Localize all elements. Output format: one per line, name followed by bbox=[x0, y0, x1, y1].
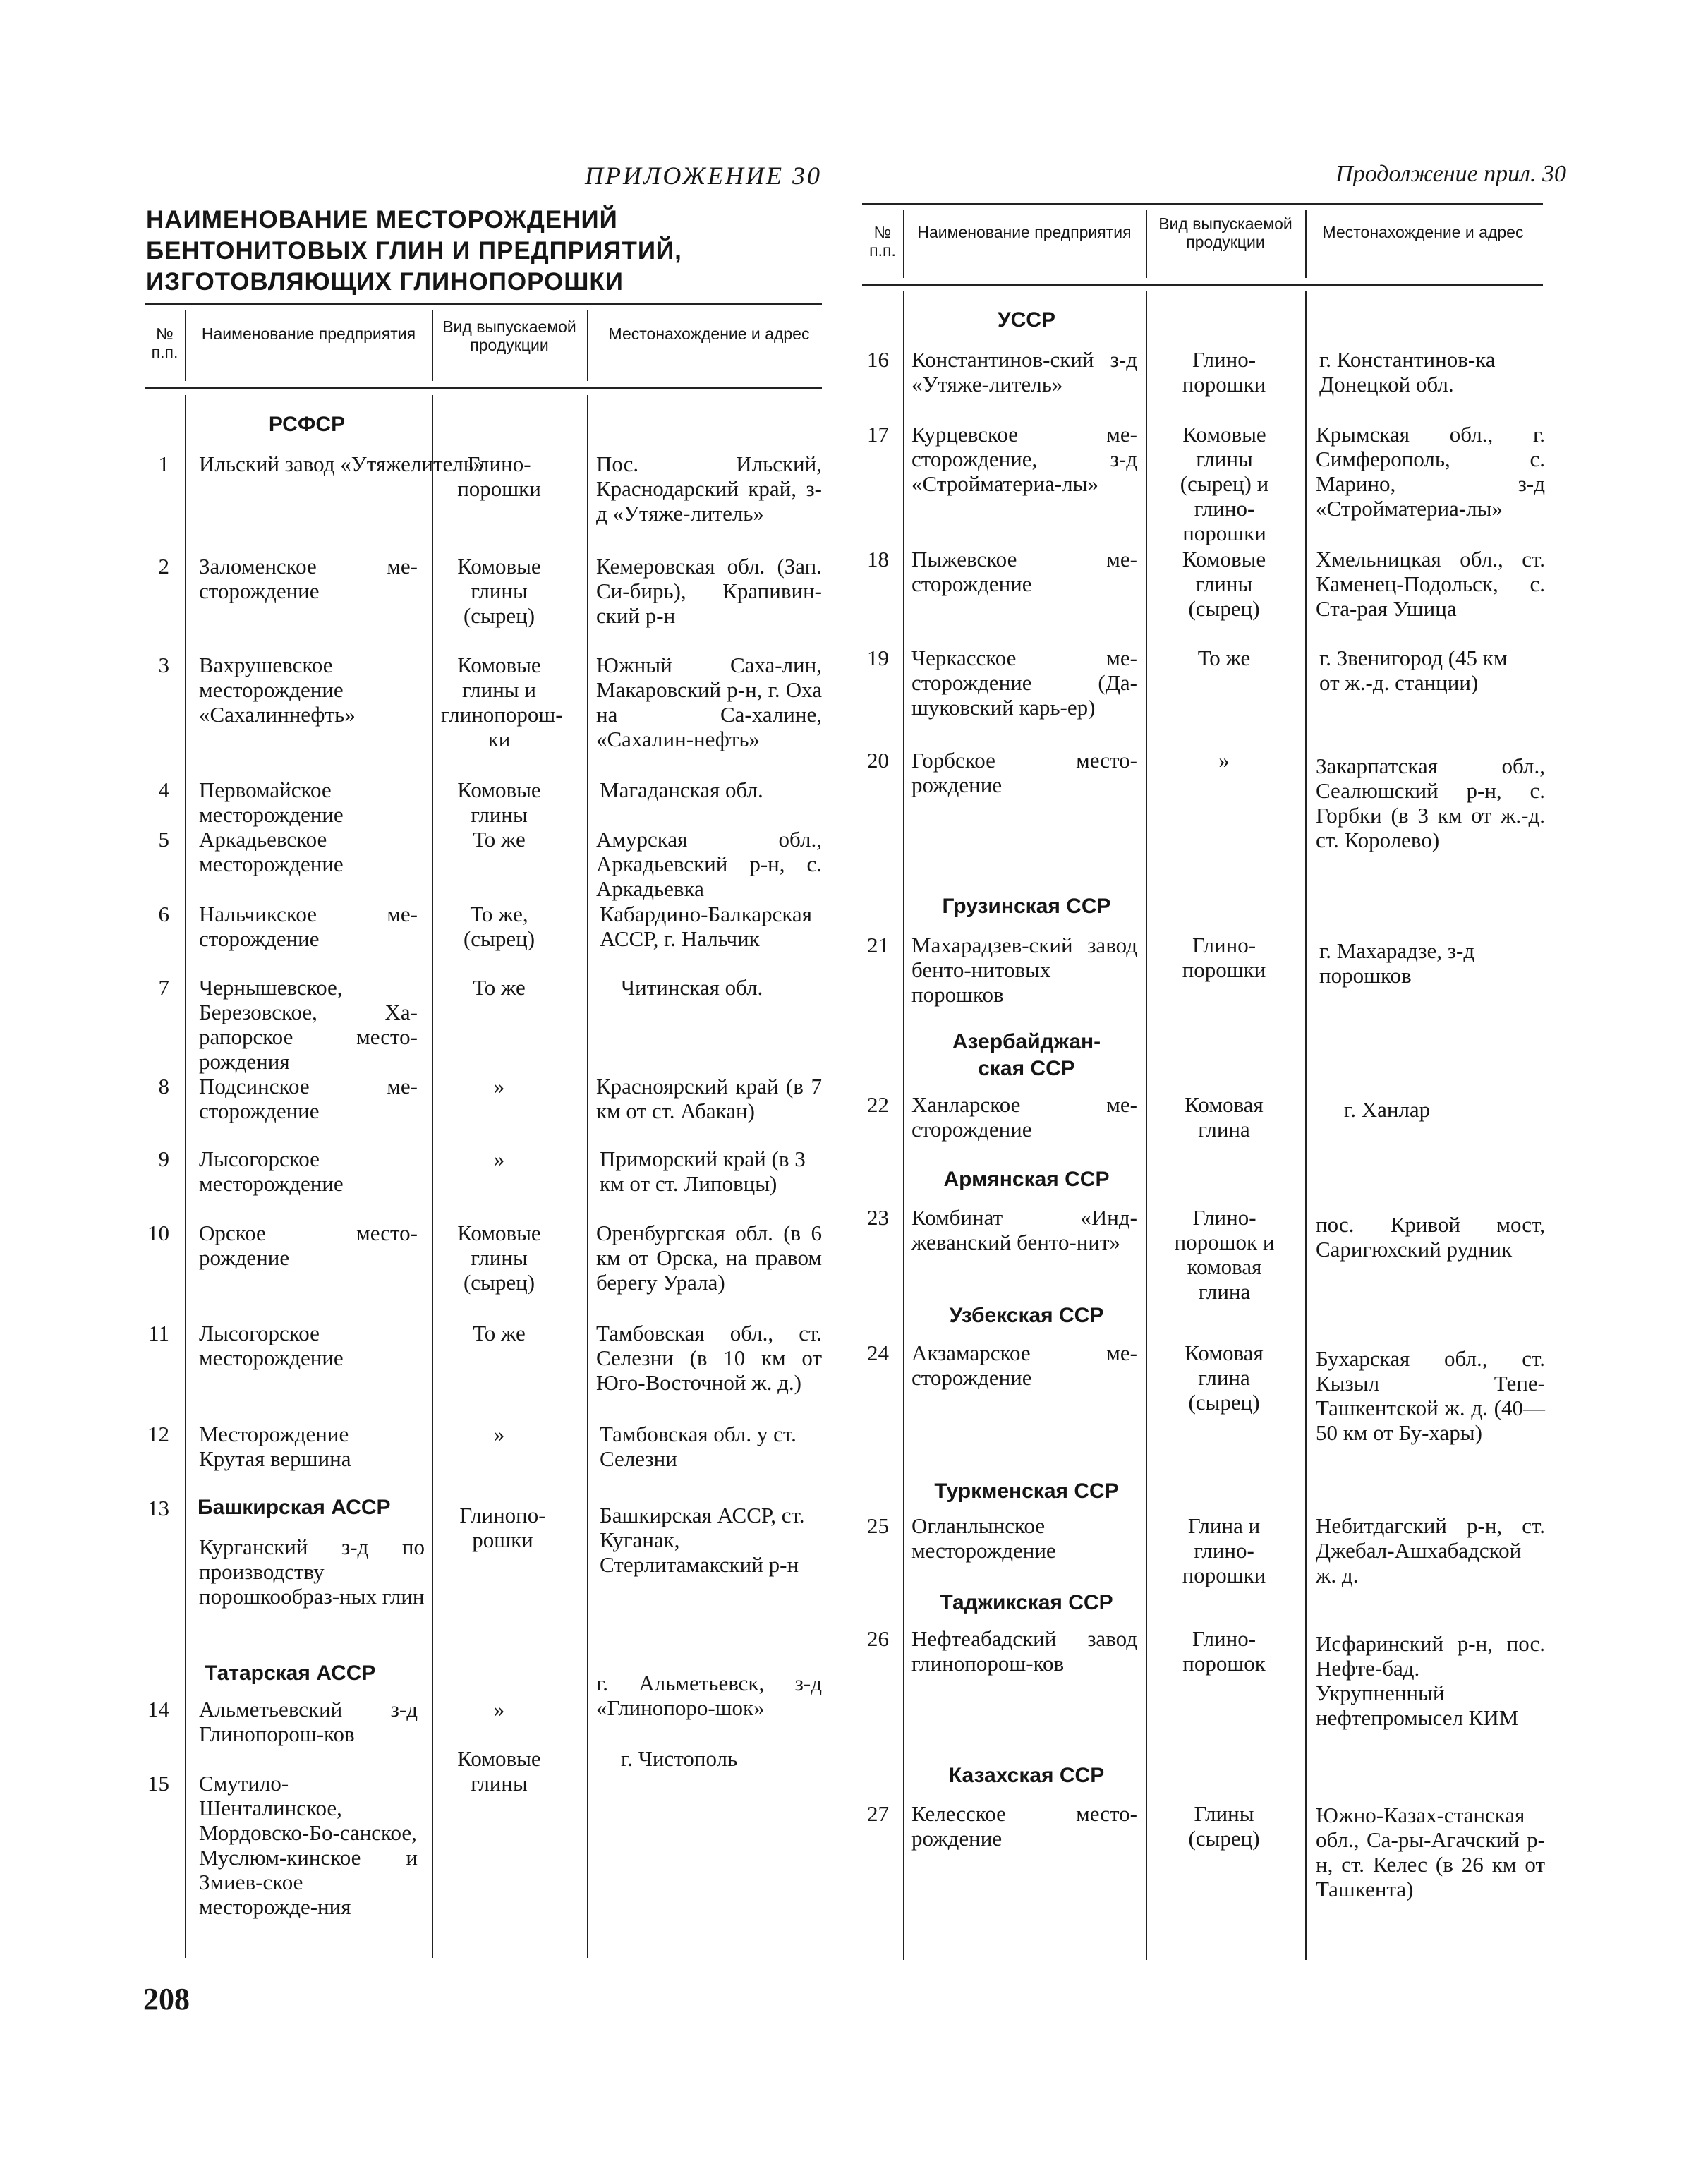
row-number: 11 bbox=[148, 1321, 169, 1345]
row-number: 1 bbox=[158, 452, 169, 476]
row-product: То же bbox=[473, 1321, 526, 1345]
column-divider bbox=[185, 395, 186, 1958]
region-heading: Туркменская ССР bbox=[934, 1480, 1119, 1503]
row-number: 2 bbox=[158, 554, 169, 579]
row-product: » bbox=[493, 1422, 505, 1446]
document-title bbox=[146, 205, 844, 298]
row-number: 8 bbox=[158, 1074, 169, 1099]
row-name: Махарадзев-ский завод бенто-нитовых порошков bbox=[911, 933, 1137, 1007]
row-number: 26 bbox=[867, 1626, 889, 1651]
row-name: Лысогорское месторождение bbox=[199, 1321, 344, 1370]
row-product: Глины (сырец) bbox=[1188, 1801, 1260, 1851]
column-header-name: Наименование предприятия bbox=[201, 325, 416, 343]
column-divider bbox=[185, 310, 186, 381]
row-name: Альметьевский з-д Глинопорош-ков bbox=[199, 1697, 418, 1746]
table-rule-header bbox=[862, 284, 1543, 286]
row-product: Глино-порошок bbox=[1182, 1626, 1266, 1676]
row-name: Аркадьевское месторождение bbox=[199, 827, 344, 876]
row-location: Южно-Казах-станская обл., Са-ры-Агачский р-н, ст. Келес (в 26 км от Ташкента) bbox=[1316, 1803, 1545, 1901]
row-location: Оренбургская обл. (в 6 км от Орска, на правом берегу Урала) bbox=[596, 1221, 822, 1295]
row-location: Исфаринский р-н, пос. Нефте-бад. Укрупненный нефтепромысел КИМ bbox=[1316, 1631, 1545, 1730]
column-header-num: № п.п. bbox=[869, 223, 896, 260]
region-heading: Армянская ССР bbox=[943, 1168, 1110, 1191]
column-header-product: Вид выпускаемой продукции bbox=[1158, 214, 1292, 251]
table-rule-header bbox=[145, 387, 822, 389]
table-rule-top bbox=[862, 203, 1543, 205]
row-location: Читинская обл. bbox=[621, 975, 763, 1000]
row-number: 4 bbox=[158, 778, 169, 802]
row-location: Южный Саха-лин, Макаровский р-н, г. Оха на Са-халине, «Сахалин-нефть» bbox=[596, 653, 822, 751]
row-product: Комовые глины и глинопорош-ки bbox=[441, 653, 563, 751]
row-name: Горбское место-рождение bbox=[911, 748, 1137, 797]
row-location: г. Ханлар bbox=[1344, 1097, 1431, 1122]
row-number: 7 bbox=[158, 975, 169, 1000]
row-product: Комовые глины bbox=[457, 778, 541, 827]
row-location: Небитдагский р-н, ст. Джебал-Ашхабадской ж. д. bbox=[1316, 1513, 1545, 1587]
column-header-location: Местонахождение и адрес bbox=[608, 325, 810, 343]
row-name: Келесское место-рождение bbox=[911, 1801, 1137, 1851]
row-product: Глина и глино-порошки bbox=[1182, 1513, 1266, 1587]
row-location: Кемеровская обл. (Зап. Си-бирь), Крапивин-ский р-н bbox=[596, 554, 822, 628]
row-location: Амурская обл., Аркадьевский р-н, с. Аркадьевка bbox=[596, 827, 822, 901]
column-divider bbox=[1305, 210, 1307, 278]
row-product: Глинопо-рошки bbox=[459, 1503, 546, 1552]
continuation-label: Продолжение прил. 30 bbox=[1335, 161, 1566, 187]
column-header-location: Местонахождение и адрес bbox=[1322, 223, 1524, 241]
row-name: Константинов-ский з-д «Утяже-литель» bbox=[911, 347, 1137, 397]
row-product: То же bbox=[1197, 646, 1251, 670]
row-number: 18 bbox=[867, 547, 889, 571]
column-header-product: Вид выпускаемой продукции bbox=[442, 317, 576, 354]
row-name: Комбинат «Инд-жеванский бенто-нит» bbox=[911, 1205, 1137, 1254]
column-divider bbox=[432, 395, 433, 1958]
row-number: 12 bbox=[147, 1422, 169, 1446]
row-location: Закарпатская обл., Сеалюшский р-н, с. Горбки (в 3 км от ж.-д. ст. Королево) bbox=[1316, 754, 1545, 852]
row-number: 6 bbox=[158, 902, 169, 926]
row-product: Глино-порошок и комовая глина bbox=[1174, 1205, 1275, 1304]
row-product: Глино-порошки bbox=[1182, 933, 1266, 982]
row-location: г. Чистополь bbox=[621, 1746, 738, 1771]
row-location: Башкирская АССР, ст. Куганак, Стерлитамакский р-н bbox=[600, 1503, 805, 1577]
row-number: 27 bbox=[867, 1801, 889, 1826]
row-product: Комовые глины bbox=[457, 1746, 541, 1796]
row-number: 15 bbox=[147, 1771, 169, 1796]
row-location: Крымская обл., г. Симферополь, с. Марино, з-д «Стройматериа-лы» bbox=[1316, 422, 1545, 521]
row-name: Подсинское ме-сторождение bbox=[199, 1074, 418, 1123]
row-name: Курганский з-д по производству порошкообраз-ных глин bbox=[199, 1535, 425, 1609]
region-heading: Казахская ССР bbox=[948, 1764, 1105, 1787]
row-location: г. Константинов-ка Донецкой обл. bbox=[1319, 347, 1496, 397]
table-rule-top bbox=[145, 303, 822, 305]
region-heading: РСФСР bbox=[268, 413, 346, 436]
row-location: Красноярский край (в 7 км от ст. Абакан) bbox=[596, 1074, 822, 1123]
column-divider bbox=[903, 291, 904, 1960]
row-number: 21 bbox=[867, 933, 889, 957]
column-divider bbox=[1305, 291, 1307, 1960]
column-divider bbox=[587, 310, 588, 381]
row-location: г. Альметьевск, з-д «Глинопоро-шок» bbox=[596, 1671, 822, 1720]
row-name: Вахрушевское месторождение «Сахалиннефть» bbox=[199, 653, 356, 727]
row-number: 24 bbox=[867, 1341, 889, 1365]
row-name: Смутило-Шенталинское, Мордовско-Бо-санское, Муслюм-кинское и Змиев-ское месторожде-ния bbox=[199, 1771, 418, 1919]
row-number: 17 bbox=[867, 422, 889, 447]
region-heading: УССР bbox=[997, 308, 1055, 332]
row-name: Ильский завод «Утяжелитель» bbox=[199, 452, 485, 476]
row-number: 10 bbox=[147, 1221, 169, 1245]
row-name: Заломенское ме-сторождение bbox=[199, 554, 418, 603]
title-line: БЕНТОНИТОВЫХ ГЛИН И ПРЕДПРИЯТИЙ, bbox=[146, 237, 682, 265]
row-number: 23 bbox=[867, 1205, 889, 1230]
row-name: Акзамарское ме-сторождение bbox=[911, 1341, 1137, 1390]
row-product: » bbox=[493, 1074, 505, 1099]
row-number: 16 bbox=[867, 347, 889, 372]
row-product: » bbox=[493, 1697, 505, 1722]
column-header-name: Наименование предприятия bbox=[917, 223, 1132, 241]
row-name: Орское место-рождение bbox=[199, 1221, 418, 1270]
region-heading: Азербайджан-ская ССР bbox=[952, 1030, 1101, 1080]
row-location: Бухарская обл., ст. Кызыл Тепе-Ташкентской ж. д. (40—50 км от Бу-хары) bbox=[1316, 1346, 1545, 1445]
row-name: Черкасское ме-сторождение (Да-шуковский карь-ер) bbox=[911, 646, 1137, 720]
row-name: Ханларское ме-сторождение bbox=[911, 1092, 1137, 1142]
row-product: Комовые глины (сырец) bbox=[457, 554, 541, 628]
row-name: Лысогорское месторождение bbox=[199, 1146, 344, 1196]
row-number: 19 bbox=[867, 646, 889, 670]
column-divider bbox=[587, 395, 588, 1958]
row-product: То же, (сырец) bbox=[463, 902, 535, 951]
region-heading: Таджикская ССР bbox=[940, 1591, 1113, 1614]
row-location: г. Звенигород (45 км от ж.-д. станции) bbox=[1319, 646, 1508, 695]
region-heading: Башкирская АССР bbox=[198, 1496, 391, 1519]
column-divider bbox=[1146, 291, 1147, 1960]
row-number: 25 bbox=[867, 1513, 889, 1538]
row-product: Комовая глина bbox=[1185, 1092, 1264, 1142]
row-location: Приморский край (в 3 км от ст. Липовцы) bbox=[600, 1146, 806, 1196]
row-number: 13 bbox=[147, 1496, 169, 1520]
row-number: 20 bbox=[867, 748, 889, 773]
appendix-label: ПРИЛОЖЕНИЕ 30 bbox=[585, 162, 822, 190]
row-location: Тамбовская обл. у ст. Селезни bbox=[600, 1422, 797, 1471]
row-name: Огланлынское месторождение bbox=[911, 1513, 1056, 1563]
column-header-num: № п.п. bbox=[151, 325, 178, 361]
row-location: г. Махарадзе, з-д порошков bbox=[1319, 938, 1475, 988]
row-product: То же bbox=[473, 827, 526, 852]
row-product: Комовые глины (сырец) bbox=[457, 1221, 541, 1295]
column-divider bbox=[1146, 210, 1147, 278]
row-location: пос. Кривой мост, Саригюхский рудник bbox=[1316, 1212, 1545, 1262]
row-name: Месторождение Крутая вершина bbox=[199, 1422, 351, 1471]
row-name: Пыжевское ме-сторождение bbox=[911, 547, 1137, 596]
row-number: 9 bbox=[158, 1146, 169, 1171]
row-name: Нефтеабадский завод глинопорош-ков bbox=[911, 1626, 1137, 1676]
region-heading: Грузинская ССР bbox=[942, 895, 1111, 918]
row-number: 22 bbox=[867, 1092, 889, 1117]
row-product: Глино-порошки bbox=[457, 452, 541, 501]
row-product: » bbox=[493, 1146, 505, 1171]
row-number: 5 bbox=[158, 827, 169, 852]
title-line: ИЗГОТОВЛЯЮЩИХ ГЛИНОПОРОШКИ bbox=[146, 268, 624, 296]
region-heading: Узбекская ССР bbox=[949, 1304, 1104, 1327]
row-name: Первомайское месторождение bbox=[199, 778, 344, 827]
page-number: 208 bbox=[143, 1982, 190, 2016]
row-location: Хмельницкая обл., ст. Каменец-Подольск, с. Ста-рая Ушица bbox=[1316, 547, 1545, 621]
column-divider bbox=[432, 310, 433, 381]
row-number: 14 bbox=[147, 1697, 169, 1722]
row-number: 3 bbox=[158, 653, 169, 677]
row-location: Пос. Ильский, Краснодарский край, з-д «Утяже-литель» bbox=[596, 452, 822, 526]
title-line: НАИМЕНОВАНИЕ МЕСТОРОЖДЕНИЙ bbox=[146, 206, 618, 234]
row-name: Чернышевское, Березовское, Ха-рапорское место-рождения bbox=[199, 975, 418, 1074]
row-product: Комовые глины (сырец) bbox=[1182, 547, 1266, 621]
row-product: Комовые глины (сырец) и глино-порошки bbox=[1180, 422, 1269, 545]
row-location: Тамбовская обл., ст. Селезни (в 10 км от Юго-Восточной ж. д.) bbox=[596, 1321, 822, 1395]
row-product: Глино-порошки bbox=[1182, 347, 1266, 397]
row-name: Курцевское ме-сторождение, з-д «Стройматериа-лы» bbox=[911, 422, 1137, 496]
column-divider bbox=[903, 210, 904, 278]
region-heading: Татарская АССР bbox=[205, 1662, 376, 1685]
row-name: Нальчикское ме-сторождение bbox=[199, 902, 418, 951]
row-location: Кабардино-Балкарская АССР, г. Нальчик bbox=[600, 902, 812, 951]
row-product: » bbox=[1218, 748, 1230, 773]
row-product: То же bbox=[473, 975, 526, 1000]
row-product: Комовая глина (сырец) bbox=[1185, 1341, 1264, 1415]
row-location: Магаданская обл. bbox=[600, 778, 763, 802]
